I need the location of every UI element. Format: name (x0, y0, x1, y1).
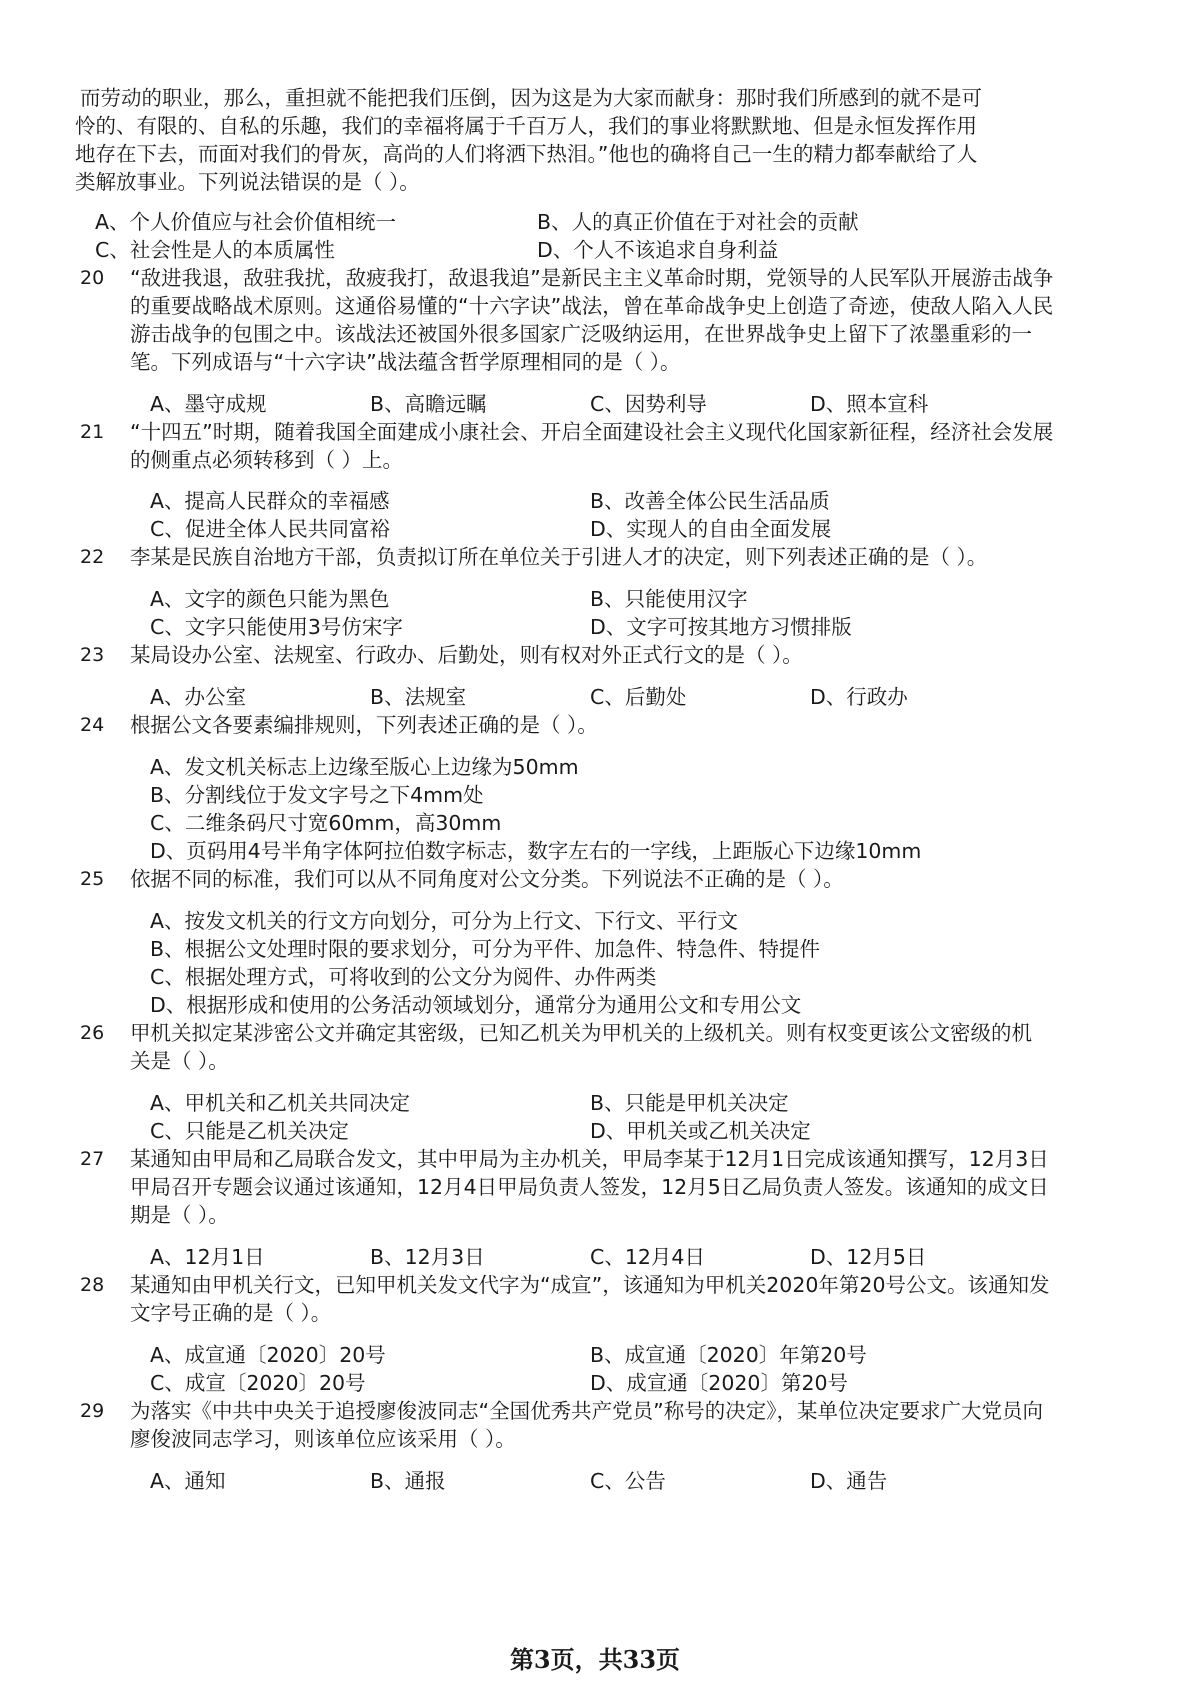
question-text-line: 某局设办公室、法规室、行政办、后勤处，则有权对外正式行文的是（ ）。 (130, 643, 803, 667)
intro-line: 怜的、有限的、自私的乐趣，我们的幸福将属于千百万人，我们的事业将默默地、但是永恒发挥作用 (75, 114, 977, 138)
option-b: B、分割线位于发文字号之下4mm处 (150, 783, 484, 807)
intro-line: 类解放事业。下列说法错误的是（ ）。 (75, 170, 420, 194)
option-a: A、甲机关和乙机关共同决定 (150, 1091, 411, 1115)
option-b: B、高瞻远瞩 (370, 392, 487, 416)
option-c: C、成宣〔2020〕20号 (150, 1371, 366, 1395)
option-b: B、只能是甲机关决定 (590, 1091, 789, 1115)
question-text-line: 廖俊波同志学习，则该单位应该采用（ ）。 (130, 1427, 516, 1451)
option-c: C、文字只能使用3号仿宋字 (150, 615, 403, 639)
option-d: D、甲机关或乙机关决定 (590, 1119, 811, 1143)
page-footer: 第3页，共33页 (509, 1645, 681, 1674)
option-b: B、法规室 (370, 685, 467, 709)
option-c: C、二维条码尺寸宽60mm，高30mm (150, 811, 502, 835)
question-text-line: 关是（ ）。 (130, 1049, 229, 1073)
question-text-line: 甲机关拟定某涉密公文并确定其密级，已知乙机关为甲机关的上级机关。则有权变更该公文密级的机 (130, 1021, 1032, 1045)
question-number: 22 (80, 546, 105, 568)
question-text-line: 的侧重点必须转移到（ ）上。 (130, 448, 404, 472)
option-d: D、成宣通〔2020〕第20号 (590, 1371, 849, 1395)
option-a: A、文字的颜色只能为黑色 (150, 587, 390, 611)
question-text-line: 文字号正确的是（ ）。 (130, 1301, 332, 1325)
option-d: D、12月5日 (810, 1245, 927, 1269)
option-b: B、人的真正价值在于对社会的贡献 (537, 210, 859, 234)
option-b: B、通报 (370, 1469, 446, 1493)
question-text-line: 某通知由甲机关行文，已知甲机关发文代字为“成宣”，该通知为甲机关2020年第20号公文。该通知发 (130, 1273, 1050, 1297)
option-c: C、公告 (590, 1469, 666, 1493)
option-d: D、根据形成和使用的公务活动领域划分，通常分为通用公文和专用公文 (150, 993, 802, 1017)
intro-line: 而劳动的职业，那么，重担就不能把我们压倒，因为这是为大家而献身：那时我们所感到的就不是可 (80, 86, 982, 110)
question-number: 21 (80, 421, 105, 443)
option-b: B、12月3日 (370, 1245, 485, 1269)
question-number: 20 (80, 267, 105, 289)
option-b: B、改善全体公民生活品质 (590, 489, 830, 513)
option-d: D、行政办 (810, 685, 908, 709)
option-a: A、成宣通〔2020〕20号 (150, 1343, 386, 1367)
question-number: 29 (80, 1400, 105, 1422)
question-text-line: 期是（ ）。 (130, 1203, 229, 1227)
option-b: B、根据公文处理时限的要求划分，可分为平件、加急件、特急件、特提件 (150, 937, 821, 961)
option-a: A、发文机关标志上边缘至版心上边缘为50mm (150, 755, 579, 779)
option-c: C、促进全体人民共同富裕 (150, 517, 390, 541)
question-number: 28 (80, 1274, 105, 1296)
option-c: C、只能是乙机关决定 (150, 1119, 349, 1143)
question-number: 24 (80, 714, 105, 736)
question-text-line: 的重要战略战术原则。这通俗易懂的“十六字诀”战法，曾在革命战争史上创造了奇迹，使敌人陷入人民 (130, 294, 1054, 318)
question-text-line: 依据不同的标准，我们可以从不同角度对公文分类。下列说法不正确的是（ ）。 (130, 867, 844, 891)
option-a: A、12月1日 (150, 1245, 265, 1269)
question-text-line: “十四五”时期，随着我国全面建成小康社会、开启全面建设社会主义现代化国家新征程，经济社会发展 (130, 420, 1054, 444)
option-b: B、只能使用汉字 (590, 587, 748, 611)
option-a: A、提高人民群众的幸福感 (150, 489, 390, 513)
question-text-line: 笔。下列成语与“十六字诀”战法蕴含哲学原理相同的是（ ）。 (130, 350, 681, 374)
question-text-line: 甲局召开专题会议通过该通知，12月4日甲局负责人签发，12月5日乙局负责人签发。该通知的成文日 (130, 1175, 1049, 1199)
option-c: C、因势利导 (590, 392, 707, 416)
option-a: A、通知 (150, 1469, 226, 1493)
option-a: A、个人价值应与社会价值相统一 (95, 210, 397, 234)
option-d: D、照本宣科 (810, 392, 929, 416)
question-text-line: 李某是民族自治地方干部，负责拟订所在单位关于引进人才的决定，则下列表述正确的是（ ）。 (130, 545, 988, 569)
option-d: D、页码用4号半角字体阿拉伯数字标志，数字左右的一字线，上距版心下边缘10mm (150, 839, 922, 863)
question-number: 23 (80, 644, 105, 666)
intro-line: 地存在下去，而面对我们的骨灰，高尚的人们将洒下热泪。”他也的确将自己一生的精力都奉献给了人 (75, 142, 978, 166)
option-d: D、文字可按其地方习惯排版 (590, 615, 852, 639)
option-c: C、12月4日 (590, 1245, 705, 1269)
option-a: A、墨守成规 (150, 392, 267, 416)
option-d: D、通告 (810, 1469, 888, 1493)
option-a: A、按发文机关的行文方向划分，可分为上行文、下行文、平行文 (150, 909, 739, 933)
question-number: 27 (80, 1148, 105, 1170)
question-text-line: 某通知由甲局和乙局联合发文，其中甲局为主办机关，甲局李某于12月1日完成该通知撰写，12月3日 (130, 1147, 1049, 1171)
question-number: 26 (80, 1022, 105, 1044)
question-number: 25 (80, 868, 105, 890)
question-text-line: 根据公文各要素编排规则，下列表述正确的是（ ）。 (130, 713, 598, 737)
option-a: A、办公室 (150, 685, 247, 709)
option-d: D、个人不该追求自身利益 (537, 238, 779, 262)
option-c: C、后勤处 (590, 685, 687, 709)
question-text-line: 游击战争的包围之中。该战法还被国外很多国家广泛吸纳运用，在世界战争史上留下了浓墨重彩的一 (130, 322, 1032, 346)
option-c: C、社会性是人的本质属性 (95, 238, 335, 262)
question-text-line: 为落实《中共中央关于追授廖俊波同志“全国优秀共产党员”称号的决定》，某单位决定要求广大党员向 (130, 1399, 1043, 1423)
option-b: B、成宣通〔2020〕年第20号 (590, 1343, 867, 1367)
option-d: D、实现人的自由全面发展 (590, 517, 832, 541)
question-text-line: “敌进我退，敌驻我扰，敌疲我打，敌退我追”是新民主主义革命时期，党领导的人民军队开展游击战争 (130, 266, 1054, 290)
option-c: C、根据处理方式，可将收到的公文分为阅件、办件两类 (150, 965, 657, 989)
